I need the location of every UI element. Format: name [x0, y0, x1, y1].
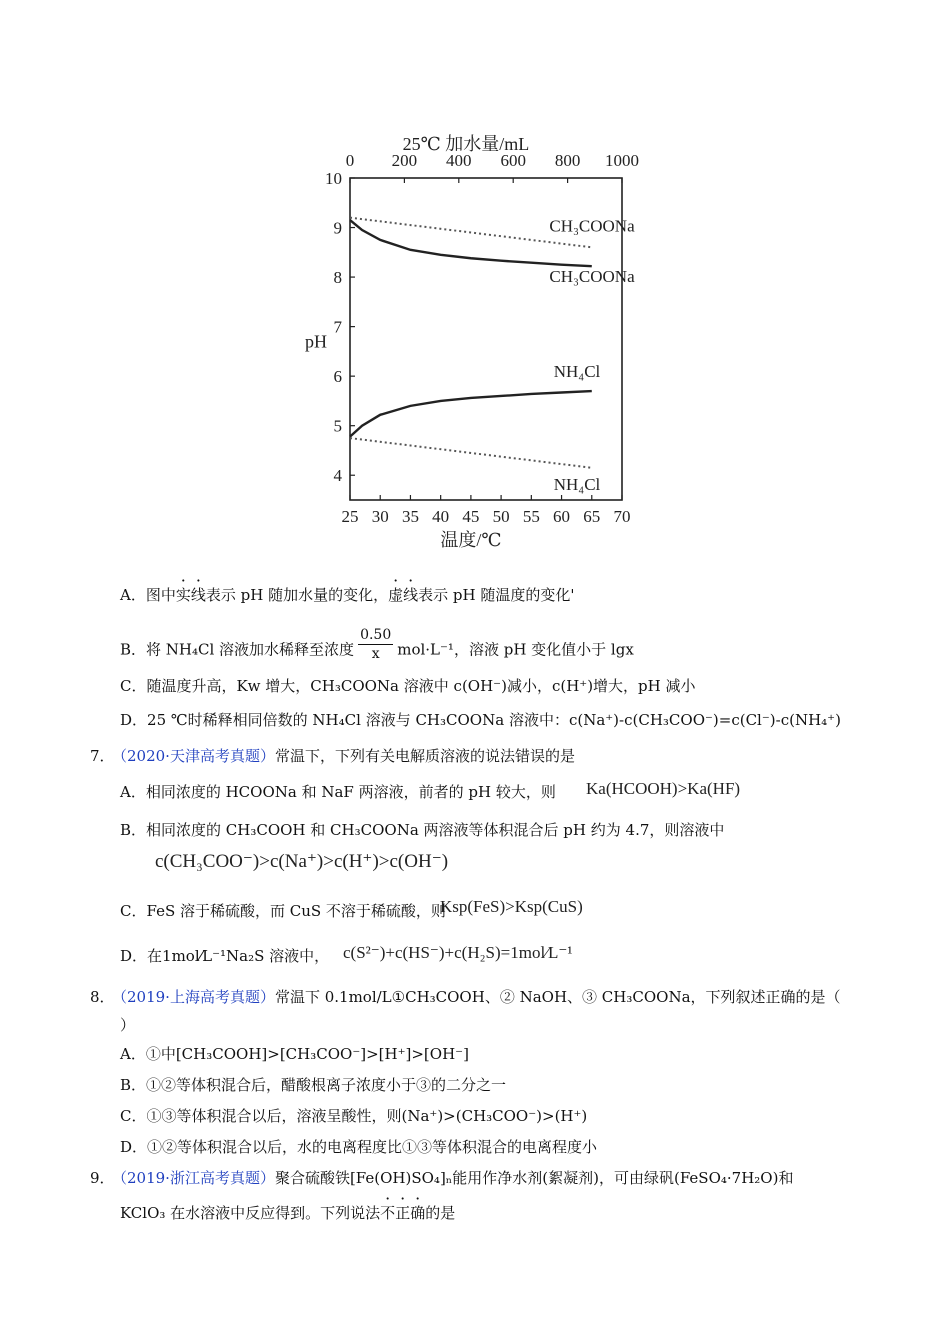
q9-emph-2: 正 — [395, 1204, 411, 1222]
q9-stem-line2 — [120, 1203, 455, 1223]
y-tick-label-4: 4 — [333, 466, 342, 486]
q6-a-emph-3: 虚 — [388, 586, 404, 604]
x-tick-label-50: 50 — [492, 507, 510, 526]
q6-option-b — [120, 627, 634, 669]
q7-option-c: C．FeS 溶于稀硫酸，而 CuS 不溶于稀硫酸，则 — [120, 902, 446, 920]
q6-b-text-1: B．将 NH₄Cl 溶液加水稀释至浓度 — [120, 640, 355, 659]
q8-number: 8． — [90, 988, 115, 1006]
y-tick-label-8: 8 — [333, 268, 342, 288]
q7-option-b: B．相同浓度的 CH₃COOH 和 CH₃COONa 两溶液等体积混合后 pH 约为 4.7，则溶液中 — [120, 821, 725, 839]
y-tick-label-6: 6 — [333, 367, 342, 387]
x-tick-label-65: 65 — [583, 507, 601, 526]
q7-source: （2020·天津高考真题） — [112, 747, 275, 765]
q9-source: （2019·浙江高考真题） — [112, 1169, 275, 1187]
q6-b-fraction — [358, 626, 393, 663]
top-tick-label-200: 200 — [391, 151, 418, 170]
x-axis-label: 温度/℃ — [440, 530, 502, 550]
q7-b-formula: c(CH₃COO⁻)>c(Na⁺)>c(H⁺)>c(OH⁻) — [155, 851, 449, 872]
x-tick-label-45: 45 — [462, 507, 480, 526]
q6-option-c: C．随温度升高，Kw 增大，CH₃COONa 溶液中 c(OH⁻)减小，c(H⁺)增大，pH 减小 — [120, 677, 696, 695]
q9-stem-text: 聚合硫酸铁[Fe(OH)SO₄]ₙ能用作净水剂(絮凝剂)，可由绿矾(FeSO₄·7H₂O)和 — [274, 1169, 794, 1187]
top-axis-label: 25℃ 加水量/mL — [402, 134, 530, 154]
q6-option-a — [120, 585, 574, 605]
q7-option-d: D．在1mol⁄L⁻¹Na₂S 溶液中， — [120, 947, 330, 965]
x-tick-label-55: 55 — [522, 507, 540, 526]
q6-a-emph-4: 线 — [403, 586, 419, 604]
q7-d-formula: c(S²⁻)+c(HS⁻)+c(H₂S)=1mol⁄L⁻¹ — [343, 943, 573, 962]
q6-a-text-2: 表示 pH 随加水量的变化， — [205, 586, 389, 604]
x-tick-label-60: 60 — [553, 507, 571, 526]
x-tick-label-35: 35 — [401, 507, 419, 526]
y-axis-label: pH — [305, 331, 327, 352]
x-tick-label-40: 40 — [432, 507, 450, 526]
q9-number: 9． — [90, 1169, 115, 1187]
series-line-NH4Cl-solid — [350, 391, 592, 437]
q7-number: 7． — [90, 747, 115, 765]
q7-stem — [112, 746, 575, 766]
q8-stem — [112, 987, 841, 1007]
top-tick-label-600: 600 — [500, 151, 526, 170]
q8-source: （2019·上海高考真题） — [112, 988, 275, 1006]
q7-option-a: A．相同浓度的 HCOONa 和 NaF 两溶液，前者的 pH 较大，则 — [120, 783, 556, 801]
y-tick-label-5: 5 — [333, 416, 342, 436]
series-label-NH4Cl-dotted: NH₄Cl — [553, 474, 601, 494]
x-tick-label-25: 25 — [341, 507, 359, 526]
q6-a-text-1: A．图中 — [120, 586, 176, 604]
q6-a-emph-1: 实 — [175, 586, 191, 604]
q9-emph-1: 不 — [380, 1204, 396, 1222]
top-tick-label-400: 400 — [446, 151, 472, 170]
top-tick-label-800: 800 — [554, 151, 581, 170]
q8-option-b: B．①②等体积混合后，醋酸根离子浓度小于③的二分之一 — [120, 1076, 507, 1094]
q8-stem-text: 常温下 0.1mol/L①CH₃COOH、② NaOH、③ CH₃COONa，下列叙述正确的是（ — [274, 988, 841, 1006]
q6-a-text-3: 表示 pH 随温度的变化' — [418, 586, 575, 604]
y-tick-label-7: 7 — [333, 317, 342, 337]
q6-option-d: D．25 ℃时稀释相同倍数的 NH₄Cl 溶液与 CH₃COONa 溶液中：c(Na⁺)-c(CH₃COO⁻)=c(Cl⁻)-c(NH₄⁺) — [120, 711, 841, 729]
x-tick-label-70: 70 — [613, 507, 631, 526]
q9-stem2-text-1: KClO₃ 在水溶液中反应得到。下列说法 — [120, 1204, 381, 1222]
y-tick-label-10: 10 — [325, 169, 342, 188]
series-label-NH4Cl-solid: NH₄Cl — [553, 362, 601, 382]
q8-stem-end: ） — [120, 1016, 136, 1034]
q9-stem2-text-2: 的是 — [425, 1204, 456, 1222]
q9-emph-3: 确 — [410, 1204, 426, 1222]
q6-b-frac-bottom: x — [371, 646, 380, 662]
top-tick-label-0: 0 — [345, 151, 355, 170]
q9-stem — [112, 1168, 793, 1188]
q8-option-c: C．①③等体积混合以后，溶液呈酸性，则(Na⁺)>(CH₃COO⁻)>(H⁺) — [120, 1107, 588, 1125]
ph-chart — [290, 120, 650, 550]
q7-stem-text: 常温下，下列有关电解质溶液的说法错误的是 — [274, 747, 575, 765]
series-line-NH4Cl-dotted — [350, 438, 592, 468]
series-label-CH3COONa-dotted: CH₃COONa — [549, 216, 635, 236]
top-tick-label-1000: 1000 — [605, 151, 639, 170]
q7-a-formula: Ka(HCOOH)>Ka(HF) — [586, 779, 741, 798]
x-tick-label-30: 30 — [371, 507, 389, 526]
series-label-CH3COONa-solid: CH₃COONa — [549, 267, 635, 287]
q6-a-emph-2: 线 — [190, 586, 206, 604]
q7-c-formula: Ksp(FeS)>Ksp(CuS) — [440, 897, 583, 916]
q6-b-text-2: mol·L⁻¹，溶液 pH 变化值小于 lgx — [397, 640, 634, 659]
q6-b-frac-top: 0.50 — [360, 627, 392, 643]
q8-option-d: D．①②等体积混合以后，水的电离程度比①③等体积混合的电离程度小 — [120, 1138, 598, 1156]
q8-option-a: A．①中[CH₃COOH]>[CH₃COO⁻]>[H⁺]>[OH⁻] — [120, 1045, 469, 1063]
y-tick-label-9: 9 — [333, 218, 342, 238]
